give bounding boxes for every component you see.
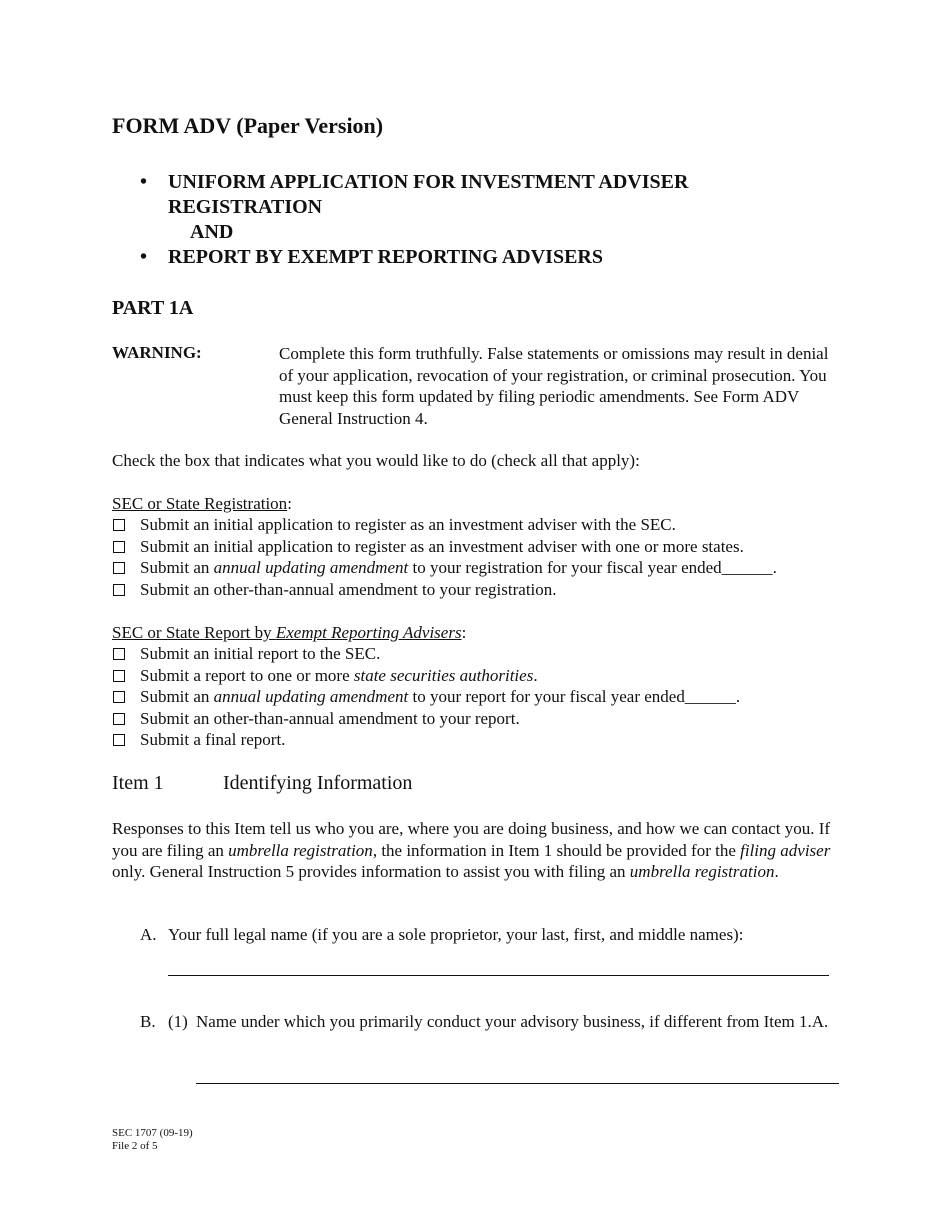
file-number: File 2 of 5	[112, 1140, 158, 1152]
question-1b1-text: Name under which you primarily conduct your advisory business, if different from Item 1.A.	[196, 1012, 829, 1031]
registration-option-initial-states[interactable]	[112, 536, 852, 558]
option-label: Submit an initial application to register as an investment adviser with the SEC.	[140, 515, 676, 534]
option-label: Submit an other-than-annual amendment to your registration.	[140, 579, 557, 599]
checkbox-icon[interactable]	[113, 541, 125, 553]
registration-option-initial-sec[interactable]	[112, 514, 852, 536]
bullet-item-registration	[112, 170, 842, 220]
form-title: FORM ADV (Paper Version)	[112, 113, 384, 138]
report-option-final[interactable]	[112, 729, 852, 751]
question-1a-text: Your full legal name (if you are a sole proprietor, your last, first, and middle names):	[168, 925, 744, 944]
warning-text: Complete this form truthfully. False statements or omissions may result in denial of your application, revocation of your registration, or criminal prosecution. You must keep this form updated by filing periodic amendments. See Form ADV General Instruction 4.	[279, 344, 829, 428]
defined-term: state securities authorities	[353, 665, 534, 685]
report-option-other-amendment[interactable]	[112, 708, 852, 730]
business-name-field[interactable]	[196, 1083, 839, 1084]
form-code: SEC 1707 (09-19)	[112, 1127, 193, 1139]
report-option-states[interactable]	[112, 665, 852, 687]
para-text: , the information in Item 1 should be provided for the	[372, 840, 741, 860]
item-1-title: Identifying Information	[223, 772, 413, 794]
report-option-initial-sec[interactable]	[112, 643, 852, 665]
question-1a-letter: A.	[140, 925, 157, 944]
checkbox-icon[interactable]	[113, 584, 125, 596]
registration-options	[112, 493, 852, 600]
option-label-post: to your report for your fiscal year ended______.	[408, 687, 741, 706]
report-heading-colon: :	[461, 623, 467, 642]
checkbox-icon[interactable]	[113, 691, 125, 703]
legal-name-field[interactable]	[168, 975, 829, 976]
registration-option-other-amendment[interactable]	[112, 579, 852, 601]
option-label-post: to your registration for your fiscal year ended______.	[408, 558, 777, 577]
checkbox-icon[interactable]	[113, 648, 125, 660]
bullet-text-registration: UNIFORM APPLICATION FOR INVESTMENT ADVISER REGISTRATION	[168, 171, 689, 218]
report-heading	[112, 622, 852, 643]
option-label: Submit an other-than-annual amendment to your report.	[140, 708, 520, 728]
report-heading-pre: SEC or State Report by	[112, 623, 276, 642]
warning-label: WARNING:	[112, 343, 202, 362]
checkbox-icon[interactable]	[113, 519, 125, 531]
bullet-icon: •	[140, 171, 148, 193]
defined-term: annual updating amendment	[213, 558, 409, 577]
option-label: Submit an initial application to register as an investment adviser with one or more states.	[140, 536, 744, 556]
option-label-post: .	[533, 665, 538, 685]
option-label-pre: Submit an	[140, 558, 214, 577]
question-1b-number: (1)	[168, 1012, 188, 1031]
bullet-and: AND	[190, 221, 234, 243]
para-text: only. General Instruction 5 provides information to assist you with filing an	[112, 862, 630, 881]
part-heading: PART 1A	[112, 297, 194, 319]
report-option-annual-amendment[interactable]	[112, 686, 852, 708]
checkbox-icon[interactable]	[113, 734, 125, 746]
option-label: Submit a final report.	[140, 730, 286, 749]
report-options	[112, 622, 852, 751]
para-text: .	[774, 862, 779, 881]
page-footer	[112, 1127, 193, 1153]
option-label-pre: Submit a report to one or more	[140, 665, 354, 685]
option-label-pre: Submit an	[140, 687, 214, 706]
report-heading-text	[112, 623, 462, 642]
bullet-item-report	[112, 245, 842, 270]
item-1-label: Item 1	[112, 772, 164, 794]
registration-option-annual-amendment[interactable]	[112, 557, 852, 579]
defined-term: Exempt Reporting Advisers	[275, 623, 462, 642]
option-label: Submit an initial report to the SEC.	[140, 644, 381, 663]
item-1-description	[112, 818, 832, 883]
para-text: Responses to this Item tell us who you are, where you are doing business, and how we can contact you. If you are filing an	[112, 819, 831, 860]
question-1b-letter: B.	[140, 1012, 156, 1031]
application-type-list	[112, 170, 842, 270]
item-1-heading	[112, 772, 413, 795]
defined-term: umbrella registration	[629, 862, 775, 881]
checkbox-icon[interactable]	[113, 562, 125, 574]
registration-heading	[112, 493, 852, 514]
defined-term: umbrella registration	[228, 840, 373, 860]
registration-heading-colon: :	[287, 494, 292, 513]
checkbox-icon[interactable]	[113, 713, 125, 725]
bullet-text-report: REPORT BY EXEMPT REPORTING ADVISERS	[168, 246, 603, 268]
checkbox-instruction: Check the box that indicates what you would like to do (check all that apply):	[112, 451, 640, 470]
checkbox-icon[interactable]	[113, 670, 125, 682]
defined-term: annual updating amendment	[213, 687, 409, 706]
registration-heading-text: SEC or State Registration	[112, 494, 288, 513]
bullet-icon: •	[140, 246, 148, 268]
defined-term: filing adviser	[740, 840, 831, 860]
